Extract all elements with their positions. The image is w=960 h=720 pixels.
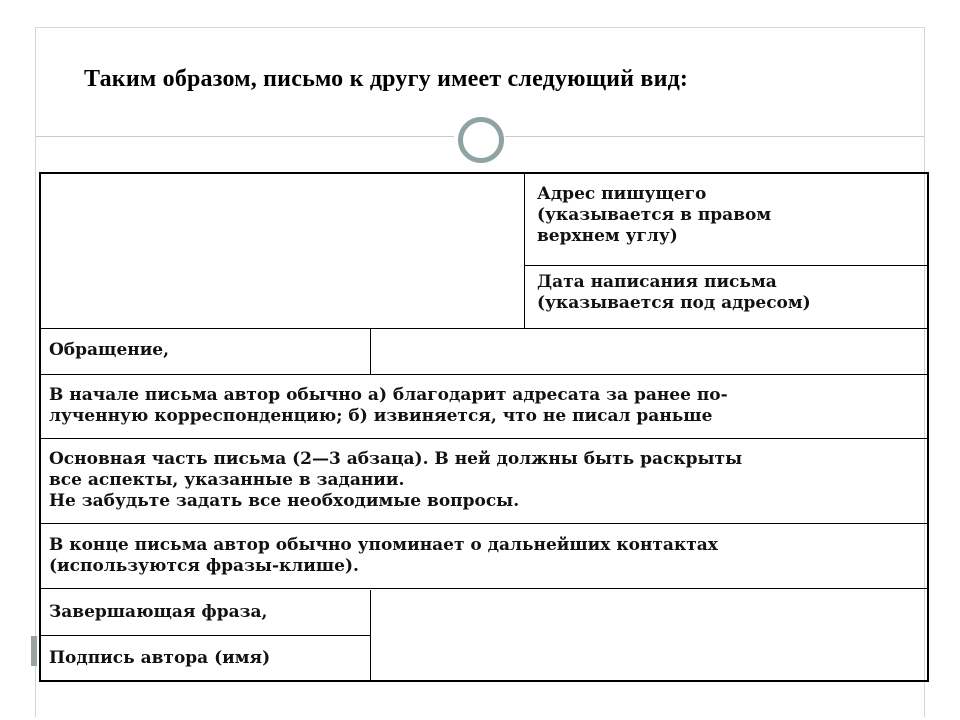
ending-cell: [41, 525, 927, 588]
date-line: Дата написания письма: [537, 272, 777, 292]
address-line: (указывается в правом: [537, 205, 772, 225]
address-line: верхнем углу): [537, 226, 678, 246]
slide-heading: Таким образом, письмо к другу имеет следующий вид:: [84, 66, 689, 92]
ending-line: (используются фразы-клише).: [49, 556, 359, 576]
ring-ornament-icon: [458, 117, 504, 163]
body-line: все аспекты, указанные в задании.: [49, 470, 405, 490]
closing-phrase-cell: [41, 590, 371, 635]
greeting-text: Обращение,: [49, 340, 170, 360]
row-divider: [41, 523, 927, 524]
body-line: Не забудьте задать все необходимые вопросы.: [49, 491, 520, 511]
row-divider: [41, 588, 927, 589]
address-line: Адрес пишущего: [537, 184, 707, 204]
signature-text: Подпись автора (имя): [49, 648, 271, 668]
intro-line: В начале письма автор обычно а) благодарит адресата за ранее по-: [49, 385, 728, 405]
intro-cell: [41, 376, 927, 439]
row-divider: [41, 438, 927, 439]
divider-left: [36, 136, 454, 137]
divider-right: [505, 136, 924, 137]
date-line: (указывается под адресом): [537, 293, 811, 313]
greeting-cell: [41, 329, 371, 374]
signature-cell: [41, 635, 371, 680]
closing-text: Завершающая фраза,: [49, 602, 268, 622]
side-accent-bar: [31, 636, 37, 666]
ending-line: В конце письма автор обычно упоминает о дальнейших контактах: [49, 535, 718, 555]
row-divider: [41, 374, 927, 375]
address-cell: [524, 174, 929, 266]
letter-template-table: [39, 172, 929, 682]
main-body-cell: [41, 440, 927, 524]
date-cell: [524, 266, 929, 329]
intro-line: лученную корреспонденцию; б) извиняется, что не писал раньше: [49, 406, 713, 426]
body-line: Основная часть письма (2—3 абзаца). В ней должны быть раскрыты: [49, 449, 743, 469]
